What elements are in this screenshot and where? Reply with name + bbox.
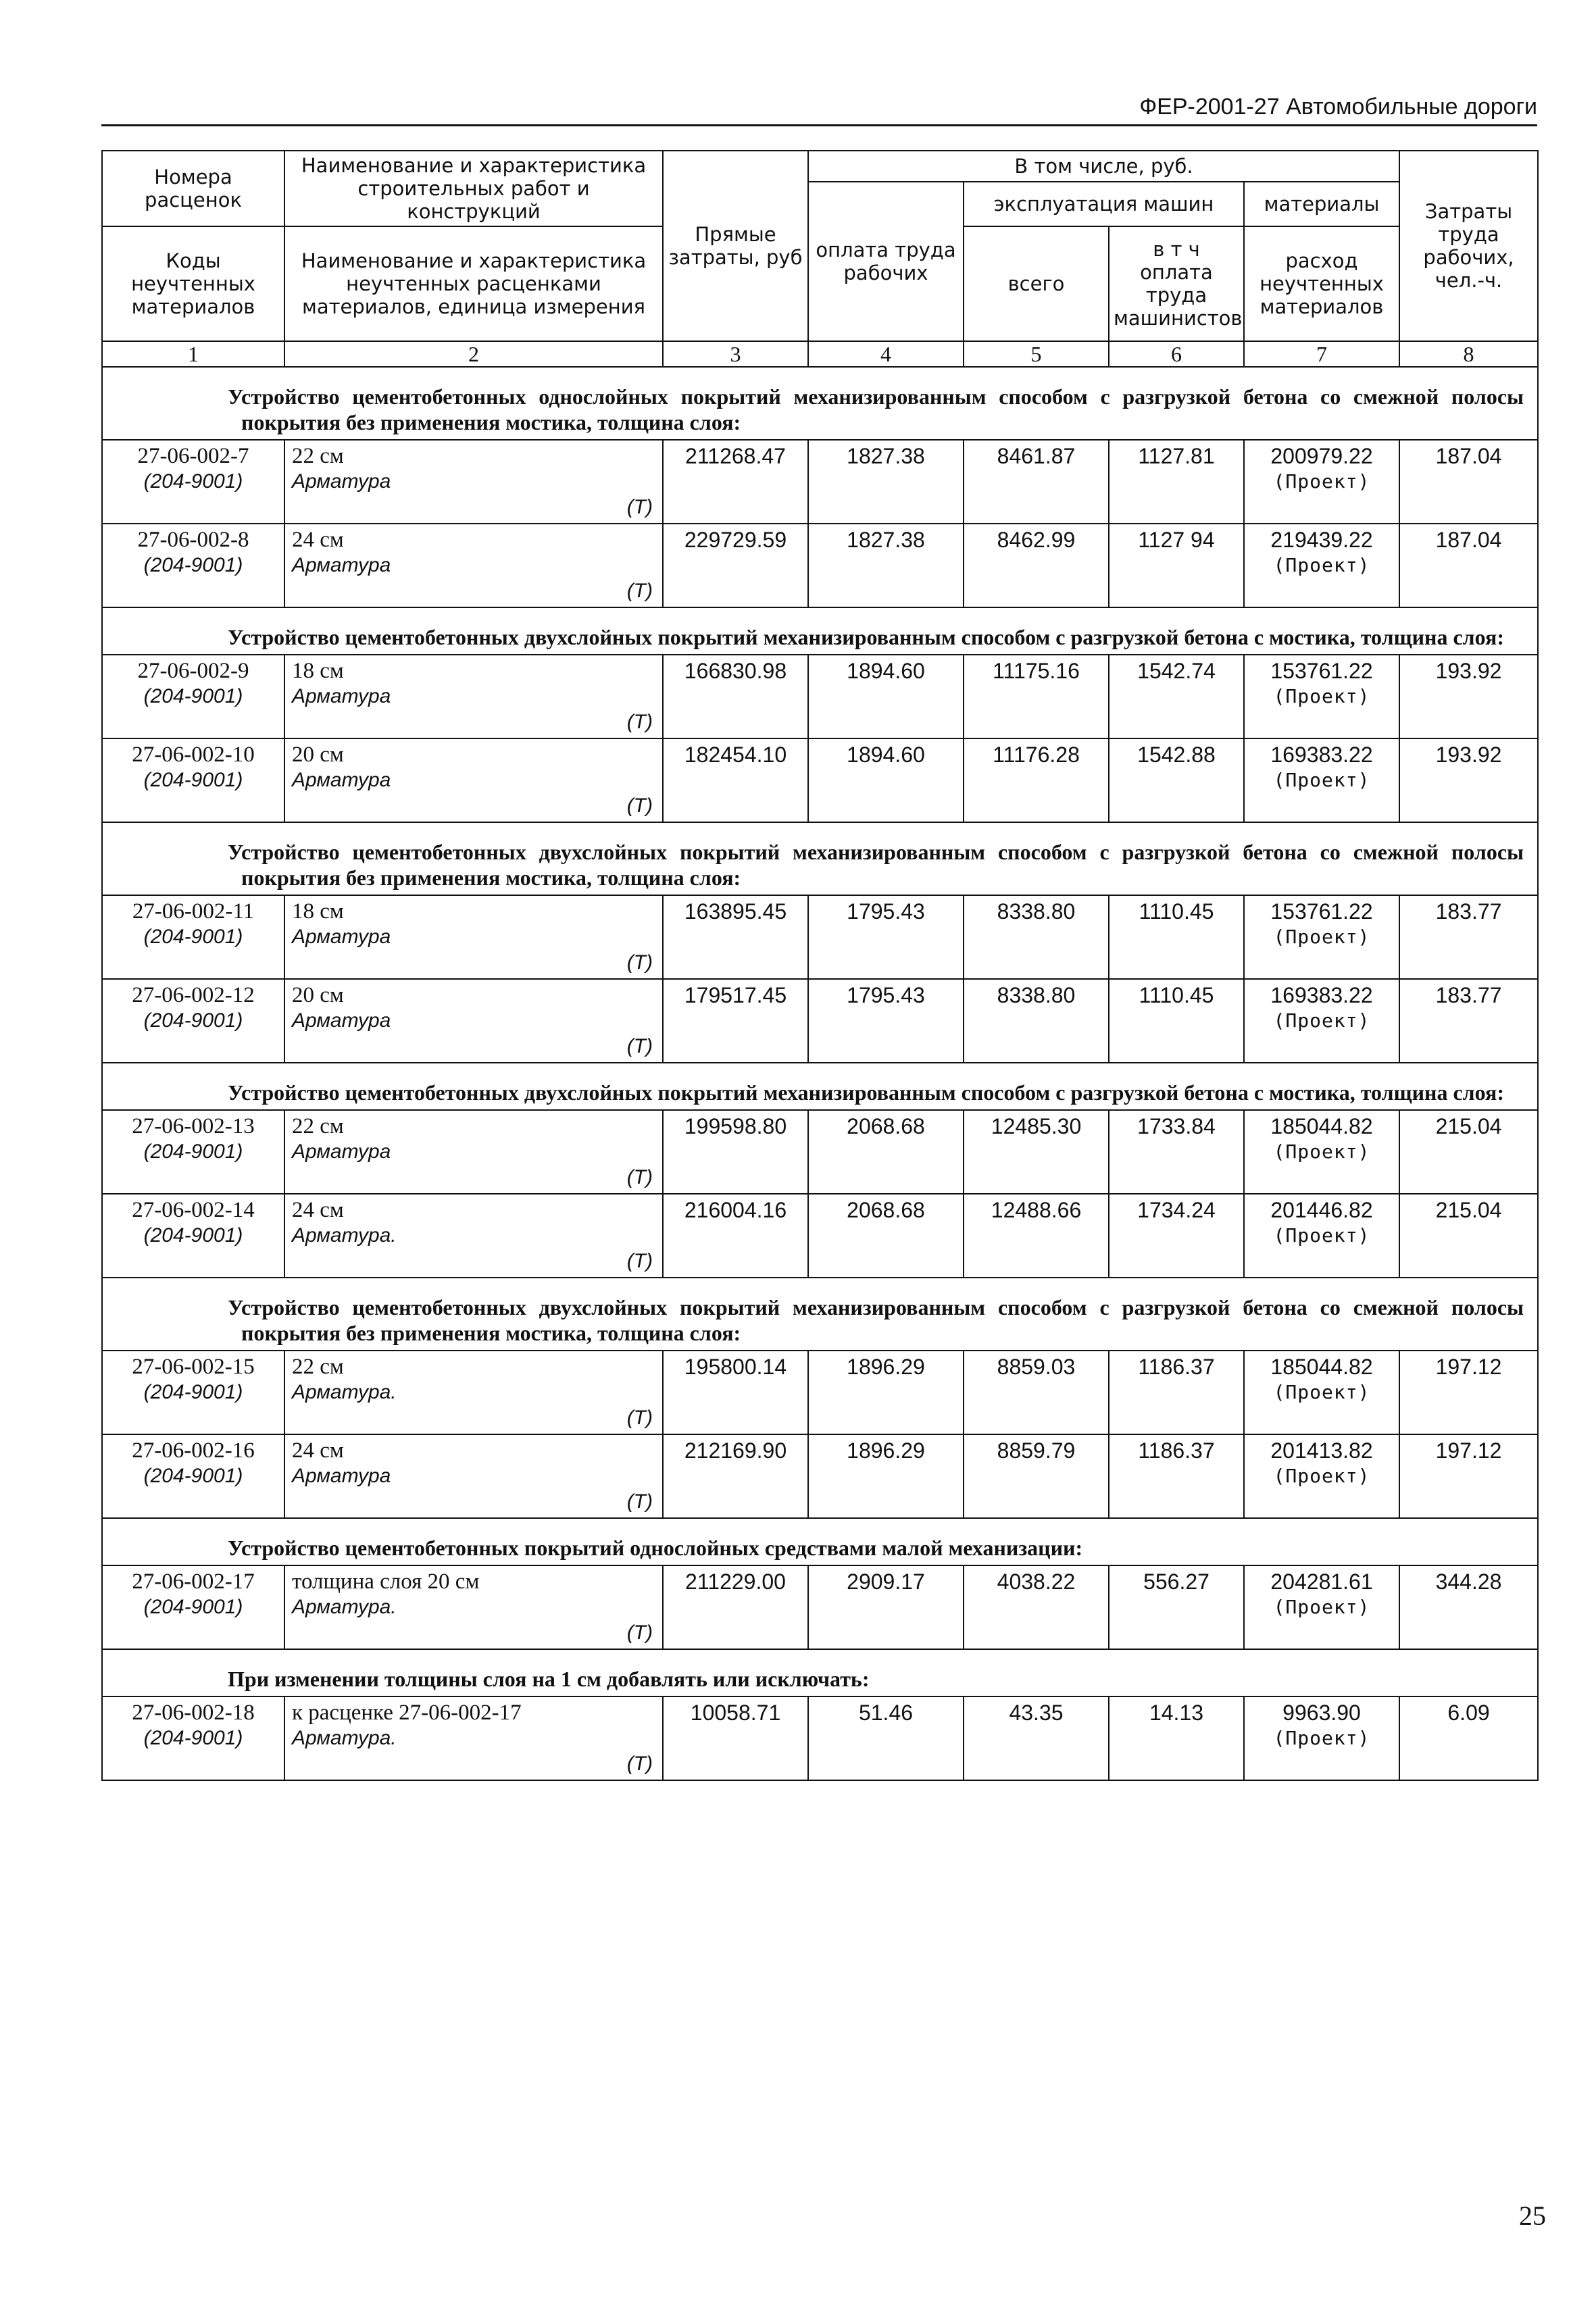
work-name: 20 см: [292, 983, 344, 1007]
machinists-pay-value: 556.27: [1109, 1565, 1244, 1649]
rate-code-cell: [102, 979, 284, 1063]
t-mark: (Т): [626, 1407, 653, 1429]
machinists-pay-value: 1542.88: [1109, 738, 1244, 822]
project-note: (Проект): [1273, 1596, 1370, 1618]
material-code: (204-9001): [143, 1727, 243, 1749]
table-row: [102, 738, 1538, 822]
direct-costs-value: 179517.45: [663, 979, 808, 1063]
labor-pay-value: 1827.38: [808, 524, 964, 607]
t-mark: (Т): [626, 496, 653, 518]
table-row: [102, 440, 1538, 524]
rate-code: 27-06-002-15: [132, 1355, 255, 1379]
materials-cell: [1244, 440, 1399, 524]
header-materials: материалы: [1244, 182, 1399, 226]
work-name-cell: [284, 1194, 663, 1278]
section-title: Устройство цементобетонных покрытий однослойных средствами малой механизации:: [102, 1518, 1538, 1565]
section-title: Устройство цементобетонных двухслойных покрытий механизированным способом с разгрузкой бетона с мостика, толщина слоя:: [102, 1063, 1538, 1110]
table-row: [102, 979, 1538, 1063]
material-code: (204-9001): [143, 470, 243, 493]
materials-cell: [1244, 1110, 1399, 1194]
project-note: (Проект): [1273, 1009, 1370, 1032]
machinists-pay-value: 1110.45: [1109, 979, 1244, 1063]
rate-code-cell: [102, 895, 284, 979]
material-code: (204-9001): [143, 554, 243, 576]
labor-pay-value: 1896.29: [808, 1434, 964, 1518]
project-note: (Проект): [1273, 685, 1370, 707]
material-code: (204-9001): [143, 769, 243, 791]
direct-costs-value: 199598.80: [663, 1110, 808, 1194]
labor-pay-value: 1894.60: [808, 738, 964, 822]
rate-code: 27-06-002-7: [137, 444, 249, 468]
column-number: 1: [102, 341, 284, 367]
rate-code-cell: [102, 1434, 284, 1518]
material-code: (204-9001): [143, 1465, 243, 1487]
rate-code: 27-06-002-18: [132, 1701, 255, 1725]
column-number: 3: [663, 341, 808, 367]
material-name: Арматура: [292, 1009, 391, 1032]
labor-hours-value: 183.77: [1399, 895, 1538, 979]
column-number: 5: [964, 341, 1109, 367]
labor-hours-value: 193.92: [1399, 738, 1538, 822]
direct-costs-value: 195800.14: [663, 1351, 808, 1434]
material-name: Арматура: [292, 685, 391, 707]
labor-hours-value: 193.92: [1399, 655, 1538, 738]
project-note: (Проект): [1273, 1465, 1370, 1487]
materials-value: 204281.61: [1270, 1569, 1373, 1594]
rate-code-cell: [102, 440, 284, 524]
rate-code: 27-06-002-16: [132, 1438, 255, 1463]
work-name: 24 см: [292, 1198, 344, 1222]
t-mark: (Т): [626, 1250, 653, 1272]
rate-code: 27-06-002-10: [132, 743, 255, 767]
rate-code-cell: [102, 1696, 284, 1780]
materials-cell: [1244, 1194, 1399, 1278]
labor-hours-value: 344.28: [1399, 1565, 1538, 1649]
material-name: Арматура.: [292, 1596, 397, 1618]
material-name: Арматура.: [292, 1381, 397, 1403]
header-worker-pay: оплата труда рабочих: [808, 182, 964, 341]
rate-code: 27-06-002-13: [132, 1114, 255, 1138]
work-name: 22 см: [292, 1355, 344, 1379]
direct-costs-value: 211229.00: [663, 1565, 808, 1649]
section-title: Устройство цементобетонных двухслойных покрытий механизированным способом с разгрузкой бетона со смежной полосы покрытия без применения мостика, толщина слоя:: [102, 1278, 1538, 1351]
table-row: [102, 1194, 1538, 1278]
column-number: 6: [1109, 341, 1244, 367]
labor-pay-value: 2909.17: [808, 1565, 964, 1649]
direct-costs-value: 229729.59: [663, 524, 808, 607]
header-labor-hours: Затраты труда рабочих, чел.-ч.: [1399, 151, 1538, 341]
work-name: 24 см: [292, 528, 344, 552]
labor-pay-value: 2068.68: [808, 1194, 964, 1278]
labor-hours-value: 183.77: [1399, 979, 1538, 1063]
labor-pay-value: 1795.43: [808, 979, 964, 1063]
machines-total-value: 8338.80: [964, 979, 1109, 1063]
header-machinists-pay: в т ч оплата труда машинистов: [1109, 226, 1244, 341]
t-mark: (Т): [626, 1753, 653, 1775]
machines-total-value: 8461.87: [964, 440, 1109, 524]
header-including-group: В том числе, руб.: [808, 151, 1399, 182]
machinists-pay-value: 1127 94: [1109, 524, 1244, 607]
t-mark: (Т): [626, 1621, 653, 1644]
work-name-cell: [284, 1351, 663, 1434]
machines-total-value: 43.35: [964, 1696, 1109, 1780]
materials-cell: [1244, 1351, 1399, 1434]
header-material-codes: Коды неучтенных материалов: [102, 226, 284, 341]
document-header: [101, 93, 1537, 126]
column-numbers-row: [102, 341, 1538, 367]
labor-hours-value: 187.04: [1399, 524, 1538, 607]
project-note: (Проект): [1273, 769, 1370, 791]
section-title: Устройство цементобетонных однослойных покрытий механизированным способом с разгрузкой бетона со смежной полосы покрытия без применения мостика, толщина слоя:: [102, 367, 1538, 440]
t-mark: (Т): [626, 1035, 653, 1057]
labor-pay-value: 1795.43: [808, 895, 964, 979]
machinists-pay-value: 1733.84: [1109, 1110, 1244, 1194]
project-note: (Проект): [1273, 470, 1370, 493]
machines-total-value: 4038.22: [964, 1565, 1109, 1649]
column-number: 2: [284, 341, 663, 367]
materials-value: 201413.82: [1270, 1438, 1373, 1463]
rate-code: 27-06-002-17: [132, 1569, 255, 1594]
rate-code: 27-06-002-14: [132, 1198, 255, 1222]
machines-total-value: 8859.03: [964, 1351, 1109, 1434]
machinists-pay-value: 1127.81: [1109, 440, 1244, 524]
header-work-name: Наименование и характеристика строительных работ и конструкций: [284, 151, 663, 226]
work-name-cell: [284, 655, 663, 738]
materials-cell: [1244, 655, 1399, 738]
direct-costs-value: 166830.98: [663, 655, 808, 738]
project-note: (Проект): [1273, 1381, 1370, 1403]
project-note: (Проект): [1273, 554, 1370, 576]
labor-pay-value: 1827.38: [808, 440, 964, 524]
direct-costs-value: 10058.71: [663, 1696, 808, 1780]
direct-costs-value: 163895.45: [663, 895, 808, 979]
machines-total-value: 8462.99: [964, 524, 1109, 607]
material-name: Арматура: [292, 470, 391, 493]
materials-cell: [1244, 738, 1399, 822]
materials-cell: [1244, 1565, 1399, 1649]
section-title-row: [102, 367, 1538, 440]
table-row: [102, 524, 1538, 607]
work-name-cell: [284, 1434, 663, 1518]
machines-total-value: 8859.79: [964, 1434, 1109, 1518]
header-material-name: Наименование и характеристика неучтенных расценками материалов, единица измерения: [284, 226, 663, 341]
machines-total-value: 8338.80: [964, 895, 1109, 979]
section-title: При изменении толщины слоя на 1 см добавлять или исключать:: [102, 1649, 1538, 1696]
table-row: [102, 1565, 1538, 1649]
project-note: (Проект): [1273, 1140, 1370, 1163]
column-number: 4: [808, 341, 964, 367]
t-mark: (Т): [626, 580, 653, 602]
work-name-cell: [284, 738, 663, 822]
material-code: (204-9001): [143, 1381, 243, 1403]
table-row: [102, 1696, 1538, 1780]
header-direct-costs: Прямые затраты, руб: [663, 151, 808, 341]
labor-hours-value: 215.04: [1399, 1194, 1538, 1278]
price-table: [101, 150, 1539, 1781]
work-name: 18 см: [292, 899, 344, 924]
page-number: 25: [1519, 2200, 1546, 2231]
rate-code: 27-06-002-8: [137, 528, 249, 552]
material-code: (204-9001): [143, 1140, 243, 1163]
rate-code-cell: [102, 1110, 284, 1194]
work-name: толщина слоя 20 см: [292, 1569, 480, 1594]
materials-cell: [1244, 1696, 1399, 1780]
header-machines-total: всего: [964, 226, 1109, 341]
machines-total-value: 11176.28: [964, 738, 1109, 822]
material-name: Арматура: [292, 769, 391, 791]
materials-cell: [1244, 895, 1399, 979]
work-name-cell: [284, 524, 663, 607]
labor-pay-value: 1894.60: [808, 655, 964, 738]
work-name: 18 см: [292, 659, 344, 683]
t-mark: (Т): [626, 1490, 653, 1513]
rate-code-cell: [102, 655, 284, 738]
work-name: 22 см: [292, 444, 344, 468]
machines-total-value: 12488.66: [964, 1194, 1109, 1278]
machinists-pay-value: 1186.37: [1109, 1351, 1244, 1434]
machinists-pay-value: 1542.74: [1109, 655, 1244, 738]
materials-value: 201446.82: [1270, 1198, 1373, 1222]
work-name: к расценке 27-06-002-17: [292, 1701, 522, 1725]
project-note: (Проект): [1273, 926, 1370, 948]
work-name: 20 см: [292, 743, 344, 767]
material-name: Арматура: [292, 926, 391, 948]
machines-total-value: 11175.16: [964, 655, 1109, 738]
table-row: [102, 655, 1538, 738]
materials-cell: [1244, 524, 1399, 607]
machinists-pay-value: 1186.37: [1109, 1434, 1244, 1518]
table-row: [102, 895, 1538, 979]
header-rate-numbers: Номера расценок: [102, 151, 284, 226]
materials-value: 9963.90: [1282, 1701, 1361, 1725]
labor-hours-value: 187.04: [1399, 440, 1538, 524]
materials-value: 169383.22: [1270, 743, 1373, 767]
section-title-row: [102, 1278, 1538, 1351]
t-mark: (Т): [626, 711, 653, 733]
materials-value: 153761.22: [1270, 659, 1373, 683]
work-name-cell: [284, 1110, 663, 1194]
section-title-row: [102, 822, 1538, 895]
labor-pay-value: 2068.68: [808, 1110, 964, 1194]
materials-value: 153761.22: [1270, 899, 1373, 924]
work-name-cell: [284, 440, 663, 524]
direct-costs-value: 182454.10: [663, 738, 808, 822]
work-name-cell: [284, 979, 663, 1063]
direct-costs-value: 212169.90: [663, 1434, 808, 1518]
materials-value: 185044.82: [1270, 1114, 1373, 1138]
work-name-cell: [284, 1565, 663, 1649]
work-name: 22 см: [292, 1114, 344, 1138]
material-code: (204-9001): [143, 685, 243, 707]
section-title-row: [102, 1518, 1538, 1565]
table-header: [102, 151, 1538, 367]
section-title: Устройство цементобетонных двухслойных покрытий механизированным способом с разгрузкой бетона с мостика, толщина слоя:: [102, 607, 1538, 655]
t-mark: (Т): [626, 951, 653, 974]
table-row: [102, 1351, 1538, 1434]
document-title: ФЕР-2001-27 Автомобильные дороги: [1139, 94, 1537, 120]
table-row: [102, 1110, 1538, 1194]
column-number: 8: [1399, 341, 1538, 367]
materials-value: 169383.22: [1270, 983, 1373, 1007]
machinists-pay-value: 1110.45: [1109, 895, 1244, 979]
project-note: (Проект): [1273, 1727, 1370, 1749]
material-code: (204-9001): [143, 1596, 243, 1618]
rate-code-cell: [102, 1351, 284, 1434]
table-body: [102, 367, 1538, 1780]
material-code: (204-9001): [143, 1224, 243, 1247]
project-note: (Проект): [1273, 1224, 1370, 1247]
work-name-cell: [284, 1696, 663, 1780]
section-title: Устройство цементобетонных двухслойных покрытий механизированным способом с разгрузкой бетона со смежной полосы покрытия без применения мостика, толщина слоя:: [102, 822, 1538, 895]
labor-hours-value: 6.09: [1399, 1696, 1538, 1780]
direct-costs-value: 211268.47: [663, 440, 808, 524]
material-name: Арматура: [292, 554, 391, 576]
t-mark: (Т): [626, 795, 653, 817]
section-title-row: [102, 607, 1538, 655]
materials-cell: [1244, 979, 1399, 1063]
labor-pay-value: 51.46: [808, 1696, 964, 1780]
section-title-row: [102, 1063, 1538, 1110]
rate-code: 27-06-002-9: [137, 659, 249, 683]
rate-code-cell: [102, 738, 284, 822]
rate-code-cell: [102, 524, 284, 607]
work-name: 24 см: [292, 1438, 344, 1463]
labor-pay-value: 1896.29: [808, 1351, 964, 1434]
rate-code: 27-06-002-12: [132, 983, 255, 1007]
material-code: (204-9001): [143, 926, 243, 948]
material-name: Арматура.: [292, 1727, 397, 1749]
section-title-row: [102, 1649, 1538, 1696]
labor-hours-value: 215.04: [1399, 1110, 1538, 1194]
header-material-consumption: расход неучтенных материалов: [1244, 226, 1399, 341]
material-name: Арматура: [292, 1465, 391, 1487]
machinists-pay-value: 1734.24: [1109, 1194, 1244, 1278]
work-name-cell: [284, 895, 663, 979]
materials-value: 185044.82: [1270, 1355, 1373, 1379]
labor-hours-value: 197.12: [1399, 1351, 1538, 1434]
rate-code-cell: [102, 1194, 284, 1278]
direct-costs-value: 216004.16: [663, 1194, 808, 1278]
t-mark: (Т): [626, 1166, 653, 1188]
materials-cell: [1244, 1434, 1399, 1518]
rate-code: 27-06-002-11: [132, 899, 255, 924]
column-number: 7: [1244, 341, 1399, 367]
machinists-pay-value: 14.13: [1109, 1696, 1244, 1780]
material-code: (204-9001): [143, 1009, 243, 1032]
rate-code-cell: [102, 1565, 284, 1649]
material-name: Арматура: [292, 1140, 391, 1163]
machines-total-value: 12485.30: [964, 1110, 1109, 1194]
materials-value: 219439.22: [1270, 528, 1373, 552]
materials-value: 200979.22: [1270, 444, 1373, 468]
header-machine-operation: эксплуатация машин: [964, 182, 1244, 226]
table-row: [102, 1434, 1538, 1518]
labor-hours-value: 197.12: [1399, 1434, 1538, 1518]
material-name: Арматура.: [292, 1224, 397, 1247]
